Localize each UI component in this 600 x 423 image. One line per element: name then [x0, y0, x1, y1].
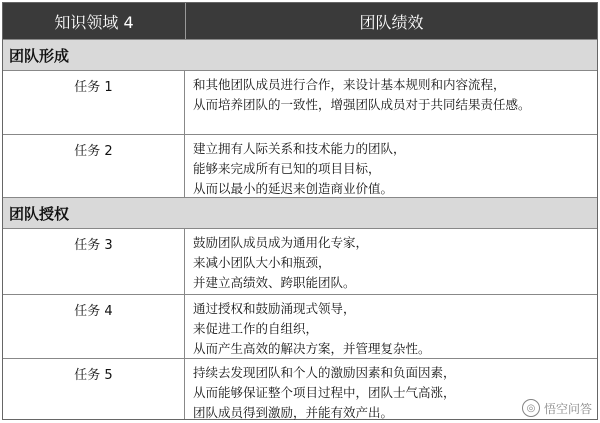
section-title: 团队授权: [3, 197, 597, 228]
watermark-text: 悟空问答: [543, 401, 592, 416]
table-row: [3, 134, 597, 197]
watermark: [522, 399, 592, 417]
description-line: 鼓励团队成员成为通用化专家，: [193, 235, 369, 250]
task-label: 任务 1: [3, 71, 185, 134]
description-line: 来减小团队大小和瓶颈，: [193, 255, 331, 270]
task-description: [185, 135, 597, 197]
task-label: 任务 5: [3, 359, 185, 419]
description-line: 团队成员得到激励，并能有效产出。: [193, 405, 394, 420]
description-line: 通过授权和鼓励涌现式领导，: [193, 301, 356, 316]
description-line: 并建立高绩效、跨职能团队。: [193, 275, 356, 290]
task-description: [185, 71, 597, 134]
description-line: 建立拥有人际关系和技术能力的团队，: [193, 141, 406, 156]
performance-table: [2, 2, 598, 420]
header-team-performance: 团队绩效: [359, 12, 424, 32]
task-label: 任务 4: [3, 295, 185, 358]
header-knowledge-area: 知识领域 4: [3, 3, 186, 39]
description-line: 和其他团队成员进行合作，来设计基本规则和内容流程，: [193, 77, 506, 92]
section-title: 团队形成: [3, 39, 597, 70]
description-line: 从而产生高效的解决方案，并管理复杂性。: [193, 341, 431, 356]
description-line: 从而以最小的延迟来创造商业价值。: [193, 181, 394, 196]
table-row: [3, 70, 597, 134]
task-label: 任务 3: [3, 229, 185, 294]
description-line: 从而能够保证整个项目过程中，团队士气高涨，: [193, 385, 456, 400]
table-row: [3, 358, 597, 419]
description-line: 来促进工作的自组织，: [193, 321, 319, 336]
task-description: [185, 229, 597, 294]
table-header: [3, 3, 597, 39]
table-row: [3, 228, 597, 294]
table-row: [3, 294, 597, 358]
description-line: 持续去发现团队和个人的激励因素和负面因素，: [193, 365, 456, 380]
description-line: 从而培养团队的一致性，增强团队成员对于共同结果责任感。: [193, 97, 531, 112]
description-line: 能够来完成所有已知的项目目标，: [193, 161, 381, 176]
wukong-logo-icon: ◎: [522, 399, 540, 417]
task-label: 任务 2: [3, 135, 185, 197]
task-description: [185, 295, 597, 358]
